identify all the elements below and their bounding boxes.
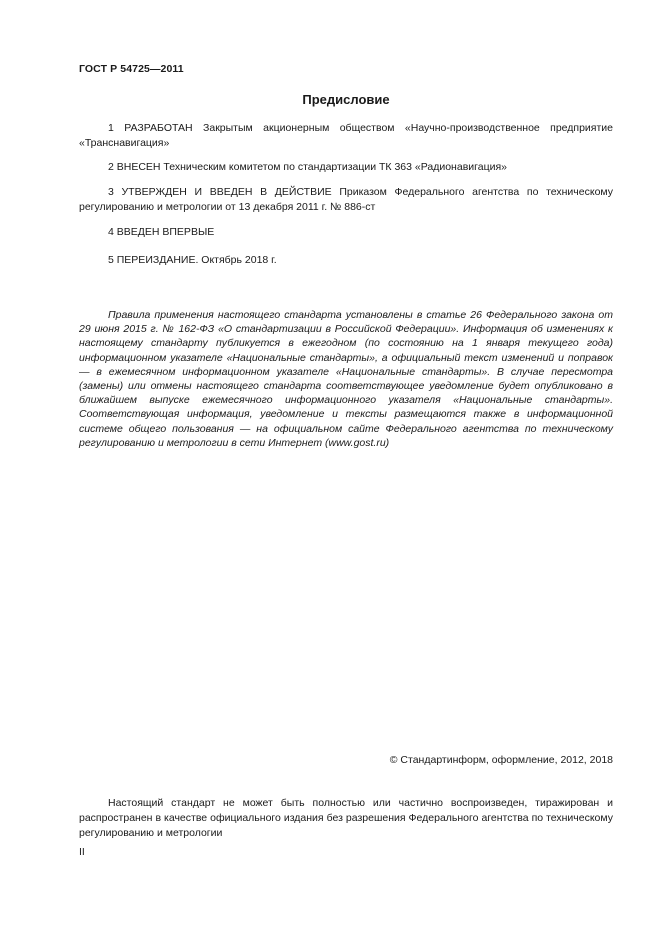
reproduction-notice: Настоящий стандарт не может быть полностью или частично воспроизведен, тиражирован и распространен в качестве официального издания без разрешения Федерального агентства по техническому регулированию и метрологии [79,797,613,839]
page-number: II [79,846,85,858]
preface-item-introduced: 4 ВВЕДЕН ВПЕРВЫЕ [108,226,215,238]
preface-item-developed: 1 РАЗРАБОТАН Закрытым акционерным обществом «Научно-производственное предприятие «Транснавигация» [79,122,613,149]
preface-item-submitted: 2 ВНЕСЕН Техническим комитетом по стандартизации ТК 363 «Радионавигация» [108,161,507,173]
preface-title: Предисловие [302,92,390,107]
preface-item-reissue: 5 ПЕРЕИЗДАНИЕ. Октябрь 2018 г. [108,254,277,266]
standard-code: ГОСТ Р 54725—2011 [79,63,184,75]
copyright-line: © Стандартинформ, оформление, 2012, 2018 [389,754,613,766]
preface-item-approved: 3 УТВЕРЖДЕН И ВВЕДЕН В ДЕЙСТВИЕ Приказом Федерального агентства по техническому регулированию и метрологии от 13 декабря 2011 г. № 886-ст [79,186,613,213]
application-rules-notice: Правила применения настоящего стандарта установлены в статье 26 Федерального закона от 29 июня 2015 г. № 162-ФЗ «О стандартизации в Российской Федерации». Информация об изменениях к настоящему стандарту публикуется в ежегодном (по состоянию на 1 января текущего года) информационном указателе «Национальные стандарты», а официальный текст изменений и поправок — в ежемесячном информационном указателе «Национальные стандарты». В случае пересмотра (замены) или отмены настоящего стандарта соответствующее уведомление будет опубликовано в ближайшем выпуске ежемесячного информационного указателя «Национальные стандарты». Соответствующая информация, уведомление и тексты размещаются также в информационной системе общего пользования — на официальном сайте Федерального агентства по техническому регулированию и метрологии в сети Интернет (www.gost.ru) [79,309,613,449]
